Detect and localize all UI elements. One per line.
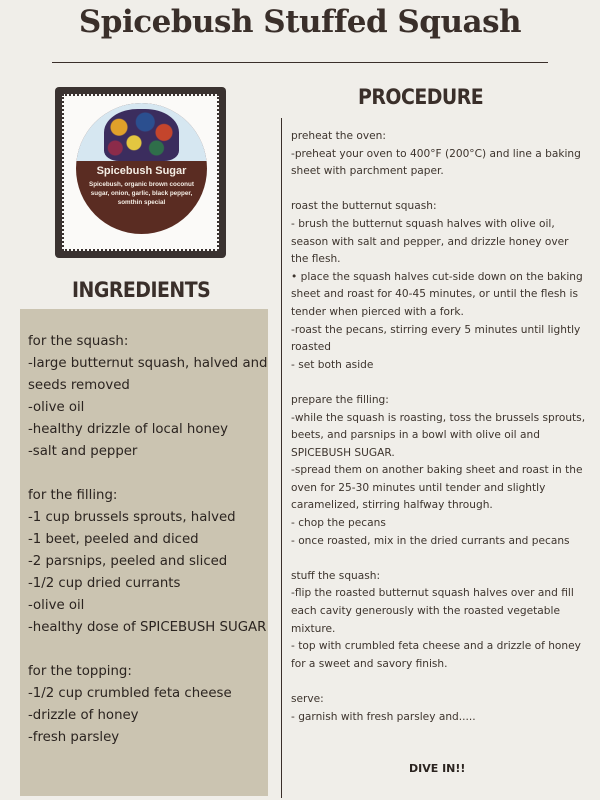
label-ingredients: Spicebush, organic brown coconut sugar, onion, garlic, black pepper, somthin special — [89, 181, 194, 206]
page-title: Spicebush Stuffed Squash — [78, 4, 522, 40]
procedure-line: -while the squash is roasting, toss the brussels sprouts, beets, and parsnips in a bowl with olive oil and SPICEBUSH SUGAR. — [291, 411, 586, 459]
ingredient-section — [28, 331, 268, 463]
procedure-line: • place the squash halves cut-side down on the baking sheet and roast for 40-45 minutes, or until the flesh is tender when pierced with a fork. — [291, 270, 583, 318]
procedure-step-title: serve: — [291, 693, 324, 705]
column-divider — [281, 118, 282, 798]
label-title: Spicebush Sugar — [96, 165, 187, 177]
title-divider — [52, 62, 548, 63]
ingredient-item: -healthy drizzle of local honey — [28, 422, 228, 437]
procedure-heading: PROCEDURE — [358, 85, 484, 109]
procedure-line: - top with crumbled feta cheese and a drizzle of honey for a sweet and savory finish. — [291, 640, 581, 670]
procedure-step — [291, 392, 587, 550]
procedure-line: -spread them on another baking sheet and roast in the oven for 25-30 minutes until tender and slightly caramelized, stirring halfway through. — [291, 464, 583, 512]
procedure-step — [291, 128, 587, 181]
procedure-step-title: preheat the oven: — [291, 130, 386, 142]
procedure-line: -roast the pecans, stirring every 5 minutes until lightly roasted — [291, 323, 581, 354]
ingredients-panel — [20, 309, 268, 796]
ingredient-section-title: for the filling: — [28, 488, 118, 503]
procedure-line: - brush the butternut squash halves with olive oil, season with salt and pepper, and drizzle honey over the flesh. — [291, 217, 569, 266]
product-label-image — [55, 87, 226, 258]
ingredient-item: -2 parsnips, peeled and sliced — [28, 554, 228, 569]
ingredients-heading: INGREDIENTS — [72, 278, 211, 302]
procedure-step-title: roast the butternut squash: — [291, 200, 437, 213]
procedure-line: - once roasted, mix in the dried currants and pecans — [291, 534, 570, 547]
ingredient-section-title: for the squash: — [28, 334, 129, 349]
procedure-step-title: stuff the squash: — [291, 569, 381, 582]
procedure-line: - garnish with fresh parsley and..... — [291, 710, 476, 723]
ingredient-section-title: for the topping: — [28, 664, 132, 679]
procedure-line: -flip the roasted butternut squash halves over and fill each cavity generously with the roasted vegetable mixture. — [291, 587, 574, 635]
ingredient-item: -1 cup brussels sprouts, halved — [28, 510, 236, 525]
procedure-step — [291, 198, 587, 374]
procedure-line: -preheat your oven to 400°F (200°C) and line a baking sheet with parchment paper. — [291, 147, 581, 178]
ingredient-section — [28, 485, 268, 639]
ingredient-section — [28, 661, 268, 749]
procedure-line: - chop the pecans — [291, 517, 386, 530]
procedure-text — [291, 128, 587, 744]
closing-text: DIVE IN!! — [409, 762, 466, 775]
ingredient-item: -olive oil — [28, 598, 85, 613]
ingredient-item: -large butternut squash, halved and seeds removed — [28, 356, 268, 393]
procedure-line: - set both aside — [291, 358, 374, 371]
procedure-step-title: prepare the filling: — [291, 393, 389, 406]
label-frame — [62, 94, 219, 251]
procedure-step — [291, 691, 587, 726]
ingredient-item: -1/2 cup dried currants — [28, 576, 181, 591]
ingredient-item: -fresh parsley — [28, 730, 120, 745]
ingredient-item: -salt and pepper — [28, 444, 138, 459]
label-circle — [76, 103, 207, 234]
ingredient-item: -drizzle of honey — [28, 708, 139, 723]
ingredient-item: -1 beet, peeled and diced — [28, 532, 199, 547]
label-artwork — [104, 109, 179, 161]
ingredient-item: -olive oil — [28, 400, 85, 415]
ingredient-item: -healthy dose of SPICEBUSH SUGAR — [28, 620, 267, 635]
procedure-step — [291, 568, 587, 674]
ingredient-item: -1/2 cup crumbled feta cheese — [28, 686, 232, 701]
